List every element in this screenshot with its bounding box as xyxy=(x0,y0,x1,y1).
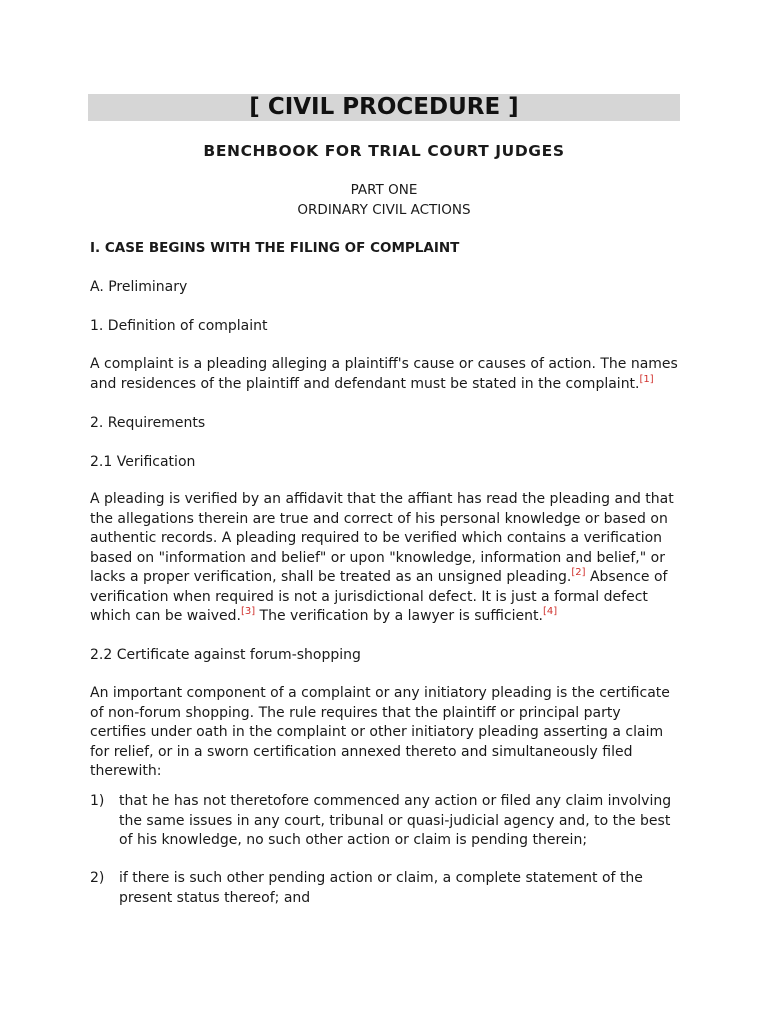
definition-paragraph xyxy=(90,355,680,394)
certificate-heading: 2.2 Certificate against forum-shopping xyxy=(90,647,361,663)
list-item-line: present status thereof; and xyxy=(119,889,311,906)
part-subtitle: ORDINARY CIVIL ACTIONS xyxy=(297,202,471,218)
part-label: PART ONE xyxy=(350,182,418,198)
paragraph-line: A complaint is a pleading alleging a plaintiff's cause or causes of action. The names xyxy=(90,356,678,372)
paragraph-line: the allegations therein are true and correct of his personal knowledge or based on xyxy=(90,510,668,527)
list-item-number: 1) xyxy=(90,793,105,809)
paragraph-line: authentic records. A pleading required to be verified which contains a verification xyxy=(90,530,663,546)
requirements-heading: 2. Requirements xyxy=(90,415,206,431)
paragraph-line: for relief, or in a sworn certification annexed thereto and simultaneously filed xyxy=(90,743,633,760)
list-item-line: the same issues in any court, tribunal or quasi-judicial agency and, to the best xyxy=(119,812,671,829)
list-item-line: of his knowledge, no such other action or claim is pending therein; xyxy=(119,832,588,848)
list-item-line: that he has not theretofore commenced any action or filed any claim involving xyxy=(119,793,672,809)
paragraph-line: of non-forum shopping. The rule requires that the plaintiff or principal party xyxy=(90,704,621,721)
footnote-link[interactable]: [4] xyxy=(542,606,558,617)
list-item-line: if there is such other pending action or claim, a complete statement of the xyxy=(119,870,643,886)
paragraph-line xyxy=(90,607,680,627)
paragraph-text: Absence of xyxy=(585,569,668,585)
paragraph-line: An important component of a complaint or any initiatory pleading is the certificate xyxy=(90,685,670,701)
paragraph-line: verification when required is not a jurisdictional defect. It is just a formal defect xyxy=(90,588,648,605)
subsection-heading: A. Preliminary xyxy=(90,279,188,295)
paragraph-line: A pleading is verified by an affidavit that the affiant has read the pleading and that xyxy=(90,491,674,507)
certificate-paragraph xyxy=(90,684,680,782)
paragraph-text: lacks a proper verification, shall be treated as an unsigned pleading. xyxy=(90,569,572,585)
paragraph-line xyxy=(90,375,680,395)
footnote-link[interactable]: [2] xyxy=(571,567,586,578)
document-title: BENCHBOOK FOR TRIAL COURT JUDGES xyxy=(203,142,565,160)
definition-heading: 1. Definition of complaint xyxy=(90,318,268,334)
paragraph-line: based on "information and belief" or upon "knowledge, information and belief," or xyxy=(90,549,665,566)
footnote-link[interactable]: [3] xyxy=(240,606,256,617)
paragraph-line xyxy=(90,568,680,588)
paragraph-text: The verification by a lawyer is sufficient. xyxy=(255,608,543,624)
verification-paragraph xyxy=(90,490,680,627)
list-item xyxy=(119,792,679,851)
paragraph-line: therewith: xyxy=(90,763,162,779)
document-banner: [ CIVIL PROCEDURE ] xyxy=(88,94,680,121)
footnote-link[interactable]: [1] xyxy=(639,373,654,385)
paragraph-line: certifies under oath in the complaint or other initiatory pleading asserting a claim xyxy=(90,724,664,740)
list-item-number: 2) xyxy=(90,870,105,886)
paragraph-text: which can be waived. xyxy=(90,608,241,624)
section-heading: I. CASE BEGINS WITH THE FILING OF COMPLAINT xyxy=(90,240,460,256)
verification-heading: 2.1 Verification xyxy=(90,454,196,470)
list-item xyxy=(119,869,679,908)
paragraph-text: and residences of the plaintiff and defendant must be stated in the complaint. xyxy=(90,375,640,392)
